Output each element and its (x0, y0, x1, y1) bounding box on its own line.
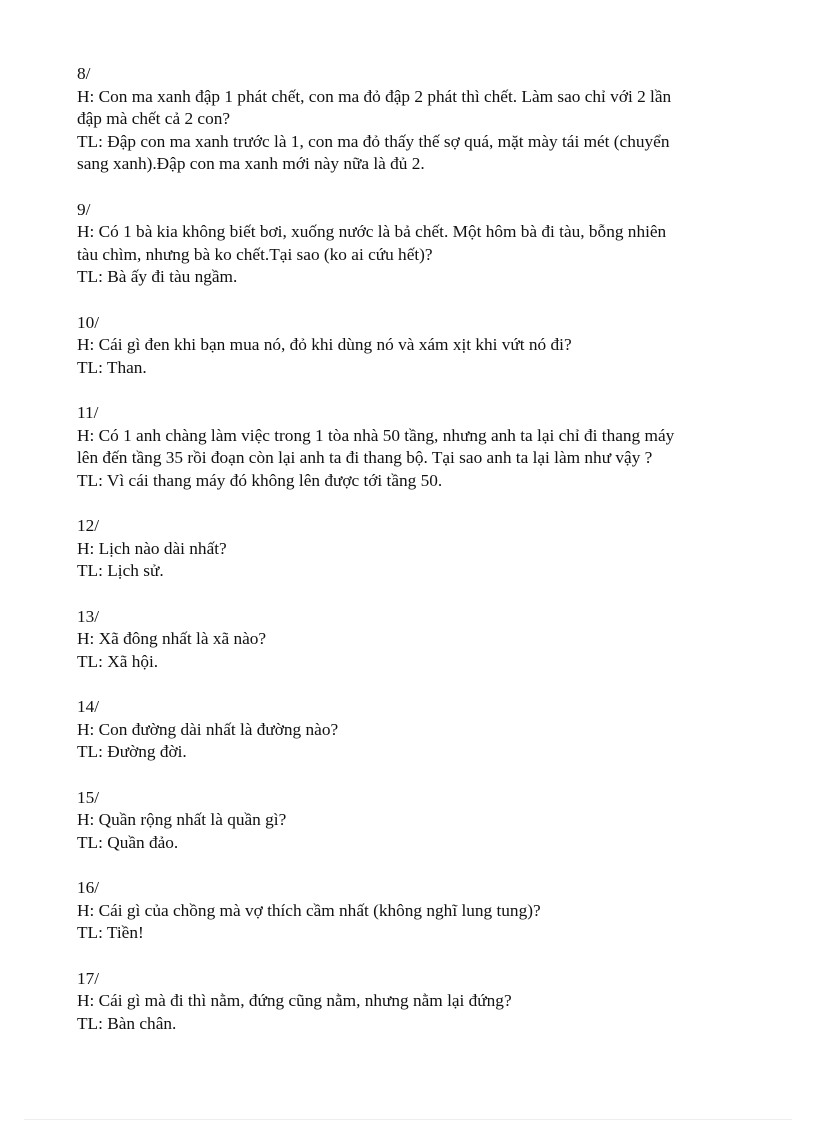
riddle-number: 10/ (77, 312, 100, 332)
riddle-item (77, 606, 737, 674)
riddle-number: 9/ (77, 199, 91, 219)
riddle-number: 8/ (77, 64, 91, 83)
riddle-number: 11/ (77, 403, 99, 422)
riddle-number: 15/ (77, 787, 100, 807)
document-content (77, 63, 737, 1058)
riddle-text-line: H: Lịch nào dài nhất? (77, 538, 227, 558)
riddle-text-line: TL: Xã hội. (77, 651, 159, 671)
riddle-text-line: sang xanh).Đập con ma xanh mới này nữa là đủ 2. (77, 154, 425, 173)
riddle-text-line: đập mà chết cả 2 con? (77, 109, 231, 128)
riddle-text-line: tàu chìm, nhưng bà ko chết.Tại sao (ko ai cứu hết)? (77, 244, 433, 264)
riddle-item (77, 968, 737, 1036)
riddle-text-line: H: Có 1 anh chàng làm việc trong 1 tòa nhà 50 tầng, nhưng anh ta lại chỉ đi thang máy (77, 425, 675, 445)
riddle-text-line: H: Quần rộng nhất là quần gì? (77, 810, 287, 829)
riddle-item (77, 63, 737, 176)
riddle-text-line: H: Xã đông nhất là xã nào? (77, 629, 267, 648)
riddle-text-line: H: Con đường dài nhất là đường nào? (77, 719, 339, 739)
riddle-text-line: TL: Bàn chân. (77, 1013, 177, 1033)
riddle-number: 14/ (77, 697, 100, 716)
riddle-text-line: lên đến tầng 35 rồi đoạn còn lại anh ta đi thang bộ. Tại sao anh ta lại làm như vậy ? (77, 448, 653, 467)
riddle-text-line: H: Cái gì mà đi thì nằm, đứng cũng nằm, nhưng nằm lại đứng? (77, 991, 512, 1010)
riddle-text-line: TL: Tiền! (77, 923, 144, 942)
riddle-item (77, 696, 737, 764)
riddle-item (77, 515, 737, 583)
riddle-number: 13/ (77, 606, 100, 626)
riddle-text-line: H: Con ma xanh đập 1 phát chết, con ma đỏ đập 2 phát thì chết. Làm sao chỉ với 2 lần (77, 86, 672, 106)
riddle-text-line: TL: Vì cái thang máy đó không lên được tới tầng 50. (77, 470, 443, 490)
riddle-number: 16/ (77, 878, 100, 897)
riddle-number: 12/ (77, 516, 100, 535)
page-bottom-rule (24, 1119, 792, 1120)
riddle-text-line: H: Có 1 bà kia không biết bơi, xuống nước là bả chết. Một hôm bà đi tàu, bỗng nhiên (77, 222, 667, 241)
riddle-item (77, 199, 737, 289)
riddle-text-line: TL: Đập con ma xanh trước là 1, con ma đỏ thấy thế sợ quá, mặt mày tái mét (chuyển (77, 131, 670, 151)
riddle-text-line: TL: Quần đảo. (77, 832, 179, 852)
riddle-text-line: TL: Lịch sử. (77, 561, 164, 580)
riddle-item (77, 877, 737, 945)
riddle-text-line: TL: Than. (77, 357, 147, 377)
riddle-text-line: H: Cái gì đen khi bạn mua nó, đỏ khi dùng nó và xám xịt khi vứt nó đi? (77, 335, 572, 354)
riddle-item (77, 312, 737, 380)
riddle-item (77, 402, 737, 492)
riddle-text-line: H: Cái gì của chồng mà vợ thích cầm nhất (không nghĩ lung tung)? (77, 900, 541, 920)
riddle-text-line: TL: Đường đời. (77, 742, 187, 761)
riddle-text-line: TL: Bà ấy đi tàu ngầm. (77, 267, 238, 286)
riddle-number: 17/ (77, 968, 100, 988)
riddle-item (77, 787, 737, 855)
